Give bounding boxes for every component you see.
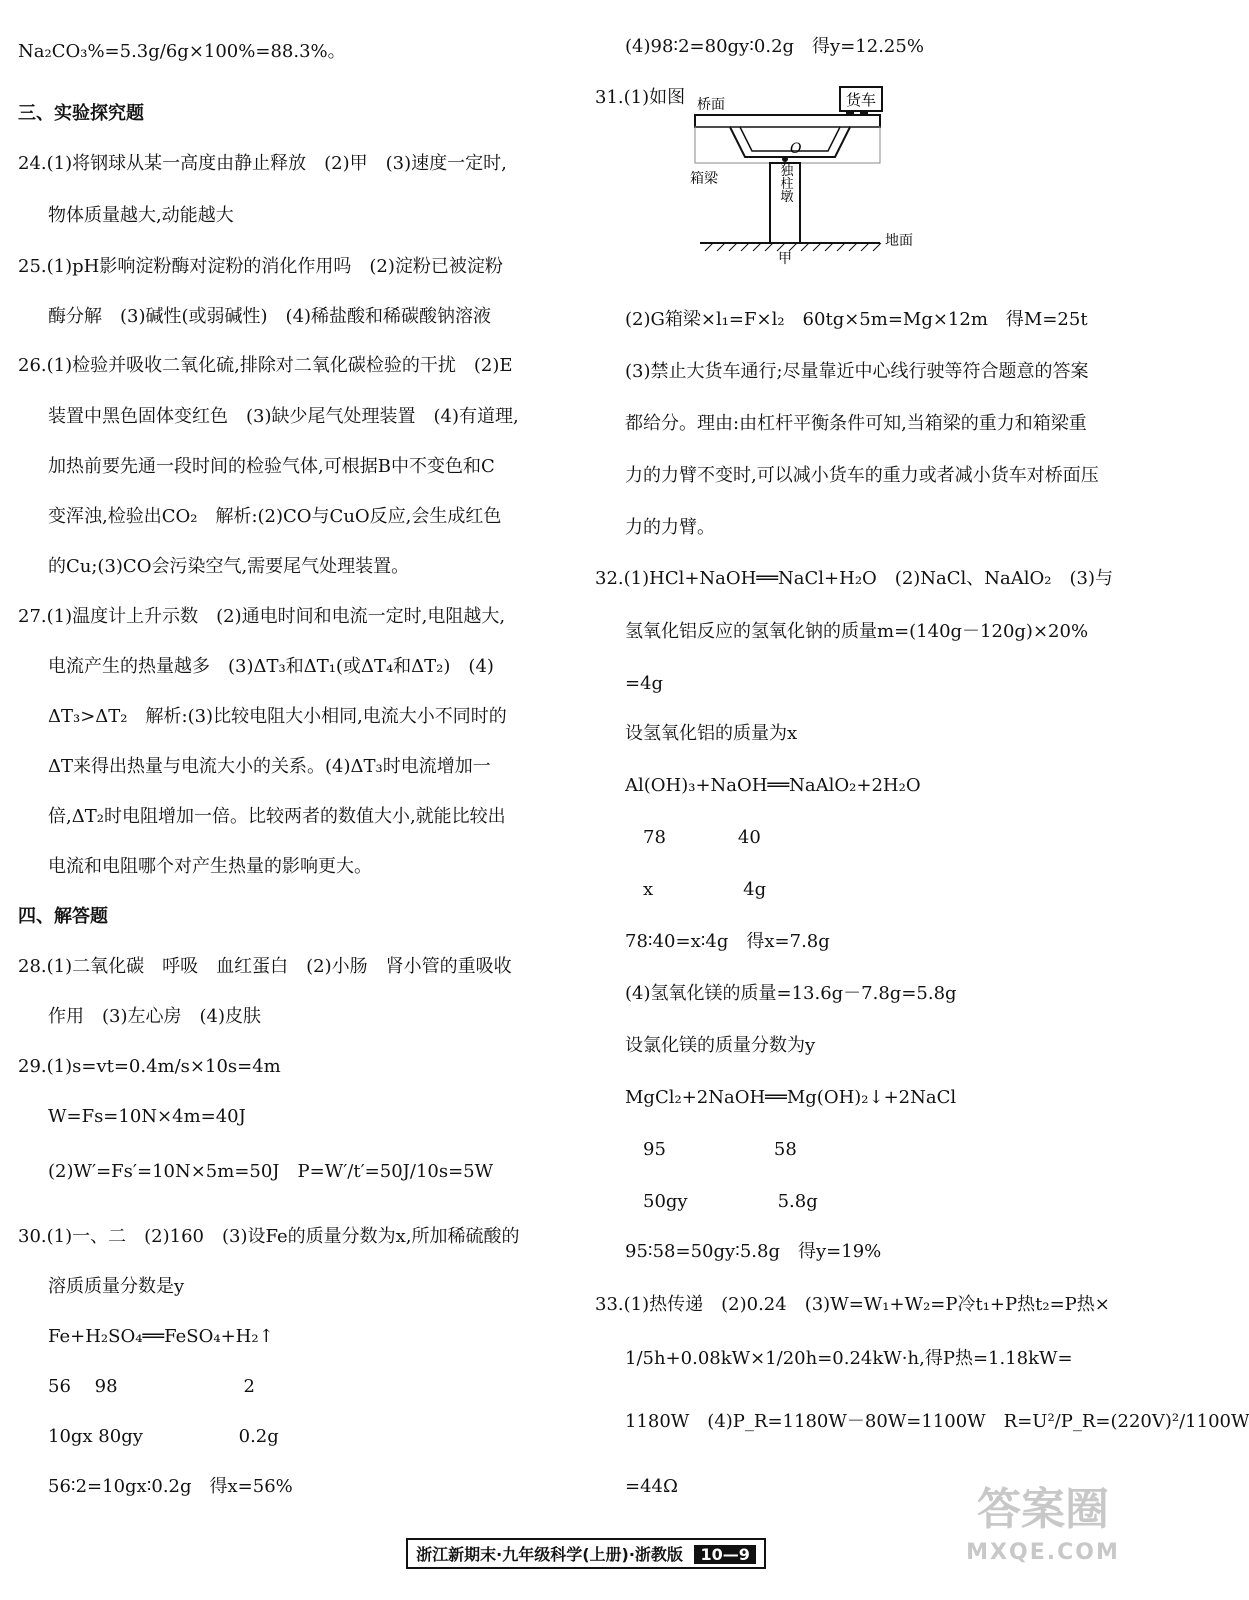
right-line: 95∶58=50gy∶5.8g 得y=19% — [625, 1241, 882, 1262]
beam-label: 箱梁 — [690, 171, 718, 187]
right-line: (4)氢氧化镁的质量=13.6g－7.8g=5.8g — [625, 983, 957, 1004]
right-line: 32.(1)HCl+NaOH══NaCl+H₂O (2)NaCl、NaAlO₂ (3)与 — [595, 568, 1114, 589]
left-line: 三、实验探究题 — [18, 103, 144, 124]
bridge-deck — [695, 115, 880, 127]
bridge-lever-diagram — [660, 85, 930, 265]
figure-caption: 甲 — [778, 251, 792, 267]
pivot-point — [782, 156, 788, 162]
right-line: 95 58 — [625, 1139, 797, 1160]
watermark-logo: 答案圈 — [977, 1484, 1109, 1535]
left-line: Fe+H₂SO₄══FeSO₄+H₂↑ — [48, 1326, 274, 1347]
left-line: 的Cu;(3)CO会污染空气,需要尾气处理装置。 — [48, 556, 410, 577]
truck-wheel — [846, 111, 854, 116]
right-line: 力的力臂不变时,可以减小货车的重力或者减小货车对桥面压 — [625, 465, 1099, 486]
left-line: 变浑浊,检验出CO₂ 解析:(2)CO与CuO反应,会生成红色 — [48, 506, 502, 527]
left-line: 26.(1)检验并吸收二氧化硫,排除对二氧化碳检验的干扰 (2)E — [18, 355, 513, 376]
left-line: 56∶2=10gx∶0.2g 得x=56% — [48, 1476, 293, 1497]
left-line: 29.(1)s=vt=0.4m/s×10s=4m — [18, 1056, 281, 1077]
left-line: 倍,ΔT₂时电阻增加一倍。比较两者的数值大小,就能比较出 — [48, 806, 506, 827]
right-line: 31.(1)如图 — [595, 87, 686, 108]
right-line: (4)98∶2=80gy∶0.2g 得y=12.25% — [625, 36, 924, 57]
left-line: 溶质质量分数是y — [48, 1276, 185, 1297]
left-line: 加热前要先通一段时间的检验气体,可根据B中不变色和C — [48, 456, 495, 477]
right-line: 50gy 5.8g — [625, 1191, 818, 1212]
left-line: 电流产生的热量越多 (3)ΔT₃和ΔT₁(或ΔT₄和ΔT₂) (4) — [48, 656, 494, 677]
left-line: (2)W′=Fs′=10N×5m=50J P=W′/t′=50J/10s=5W — [48, 1161, 494, 1182]
left-line: 电流和电阻哪个对产生热量的影响更大。 — [48, 856, 372, 877]
left-line: 30.(1)一、二 (2)160 (3)设Fe的质量分数为x,所加稀硫酸的 — [18, 1226, 520, 1247]
watermark-url: MXQE.COM — [966, 1540, 1120, 1565]
truck-wheel — [860, 111, 868, 116]
right-line: x 4g — [625, 879, 767, 900]
left-line: 25.(1)pH影响淀粉酶对淀粉的消化作用吗 (2)淀粉已被淀粉 — [18, 256, 503, 277]
right-line: 78∶40=x∶4g 得x=7.8g — [625, 931, 830, 952]
left-line: ΔT₃>ΔT₂ 解析:(3)比较电阻大小相同,电流大小不同时的 — [48, 706, 507, 727]
footer-title: 浙江新期末·九年级科学(上册)·浙教版 — [416, 1545, 683, 1564]
right-line: 33.(1)热传递 (2)0.24 (3)W=W₁+W₂=P冷t₁+P热t₂=P热× — [595, 1294, 1110, 1315]
page-number: 10—9 — [694, 1545, 755, 1564]
right-line: 都给分。理由:由杠杆平衡条件可知,当箱梁的重力和箱梁重 — [625, 413, 1087, 434]
right-line: MgCl₂+2NaOH══Mg(OH)₂↓+2NaCl — [625, 1087, 957, 1108]
pivot-label: O — [790, 141, 802, 157]
left-line: 四、解答题 — [18, 906, 108, 927]
right-line: 氢氧化铝反应的氢氧化钠的质量m=(140g－120g)×20% — [625, 621, 1089, 642]
right-line: =4g — [625, 673, 664, 694]
left-line: 作用 (3)左心房 (4)皮肤 — [48, 1006, 261, 1027]
right-line: 1180W (4)P_R=1180W－80W=1100W R=U²/P_R=(220V)²/1100W — [625, 1411, 1249, 1432]
right-line: =44Ω — [625, 1476, 678, 1497]
truck-label: 货车 — [845, 91, 877, 109]
left-line: 28.(1)二氧化碳 呼吸 血红蛋白 (2)小肠 肾小管的重吸收 — [18, 956, 512, 977]
right-line: (2)G箱梁×l₁=F×l₂ 60tg×5m=Mg×12m 得M=25t — [625, 309, 1088, 330]
right-line: Al(OH)₃+NaOH══NaAlO₂+2H₂O — [625, 775, 921, 796]
right-line: 设氯化镁的质量分数为y — [625, 1035, 816, 1056]
right-line: 设氢氧化铝的质量为x — [625, 723, 798, 744]
right-line: (3)禁止大货车通行;尽量靠近中心线行驶等符合题意的答案 — [625, 361, 1089, 382]
bridge-label: 桥面 — [697, 97, 725, 113]
right-line: 力的力臂。 — [625, 517, 715, 538]
left-line: 27.(1)温度计上升示数 (2)通电时间和电流一定时,电阻越大, — [18, 606, 506, 627]
left-line: 24.(1)将钢球从某一高度由静止释放 (2)甲 (3)速度一定时, — [18, 153, 507, 174]
left-line: Na₂CO₃%=5.3g/6g×100%=88.3%。 — [18, 41, 346, 62]
pier-label: 独柱墩 — [777, 163, 793, 203]
ground-hatch — [705, 243, 881, 251]
left-line: ΔT来得出热量与电流大小的关系。(4)ΔT₃时电流增加一 — [48, 756, 491, 777]
left-line: 10gx 80gy 0.2g — [48, 1426, 279, 1447]
right-line: 1/5h+0.08kW×1/20h=0.24kW·h,得P热=1.18kW= — [625, 1348, 1073, 1369]
left-line: 56 98 2 — [48, 1376, 255, 1397]
left-line: W=Fs=10N×4m=40J — [48, 1106, 246, 1127]
right-line: 78 40 — [625, 827, 761, 848]
left-line: 酶分解 (3)碱性(或弱碱性) (4)稀盐酸和稀碳酸钠溶液 — [48, 306, 492, 327]
footer-box — [406, 1538, 766, 1569]
ground-label: 地面 — [885, 233, 913, 249]
left-line: 物体质量越大,动能越大 — [48, 205, 234, 226]
watermark — [928, 1480, 1158, 1590]
left-line: 装置中黑色固体变红色 (3)缺少尾气处理装置 (4)有道理, — [48, 406, 519, 427]
